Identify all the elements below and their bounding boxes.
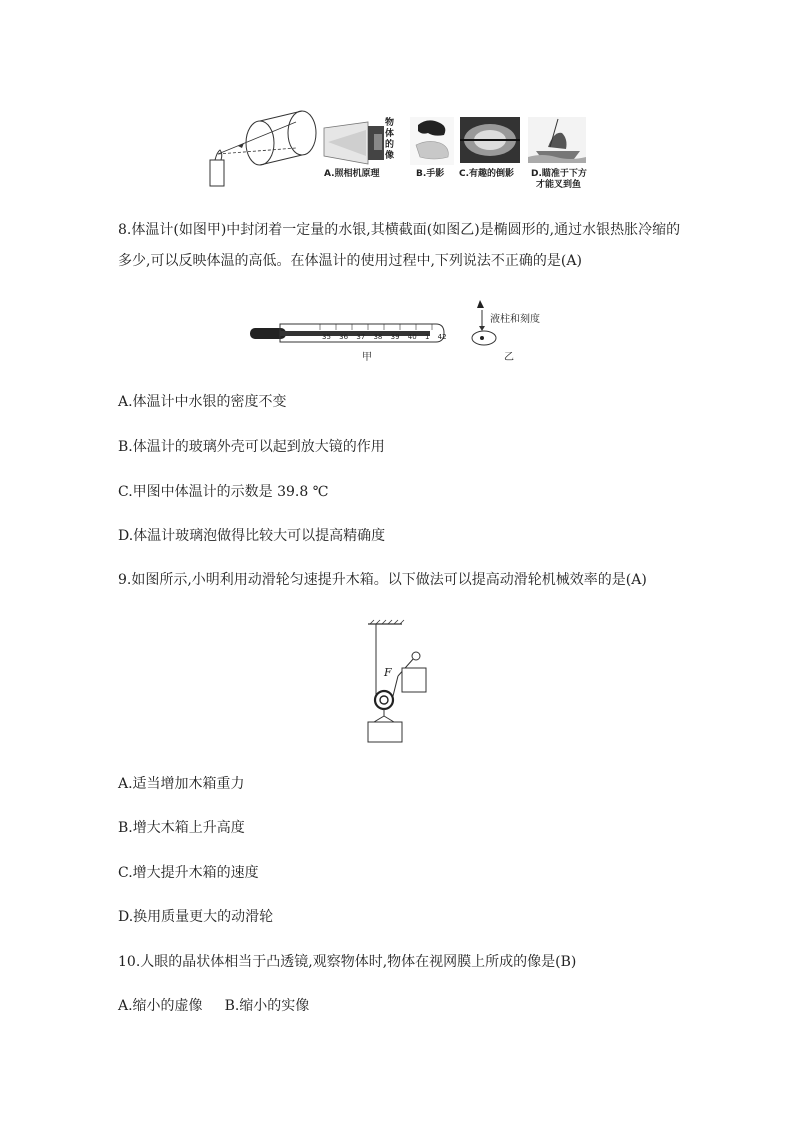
reflection-photo <box>460 117 520 163</box>
q8-option-d: D.体温计玻璃泡做得比较大可以提高精确度 <box>118 528 386 544</box>
q8-option-c: C.甲图中体温计的示数是 39.8 ℃ <box>118 484 329 500</box>
tick-41: 1 <box>424 333 430 341</box>
q9-option-b: B.增大木箱上升高度 <box>118 820 245 836</box>
caption-b: B.手影 <box>416 169 445 179</box>
camera-principle-photo <box>322 120 394 166</box>
hand-shadow-photo <box>410 117 454 165</box>
force-label-f: F <box>384 666 392 679</box>
q8-stem-line1: 8.体温计(如图甲)中封闭着一定量的水银,其横截面(如图乙)是椭圆形的,通过水银热胀冷缩的 <box>118 222 681 238</box>
tick-40: 40 <box>407 333 417 341</box>
caption-c: C.有趣的倒影 <box>459 169 515 179</box>
tick-42: 42 <box>437 333 447 341</box>
q8-stem-line2: 多少,可以反映体温的高低。在体温计的使用过程中,下列说法不正确的是(A) <box>118 253 582 269</box>
q10-option-b: B.缩小的实像 <box>224 998 310 1014</box>
figure-label-jia: 甲 <box>362 352 372 363</box>
q10-options-row <box>118 996 309 1016</box>
tick-36: 36 <box>339 333 349 341</box>
q9-option-a: A.适当增加木箱重力 <box>118 776 245 792</box>
cross-section-annotation: 液柱和刻度 <box>490 314 540 325</box>
tick-35: 35 <box>322 333 331 341</box>
q8-option-b: B.体温计的玻璃外壳可以起到放大镜的作用 <box>118 439 385 455</box>
q9-option-c: C.增大提升木箱的速度 <box>118 865 259 881</box>
q10-option-a: A.缩小的虚像 <box>118 998 203 1014</box>
caption-d-line2: 才能叉到鱼 <box>536 180 582 190</box>
q8-option-a: A.体温计中水银的密度不变 <box>118 394 287 410</box>
caption-a: A.照相机原理 <box>324 169 380 179</box>
q10-stem: 10.人眼的晶状体相当于凸透镜,观察物体时,物体在视网膜上所成的像是(B) <box>118 954 577 970</box>
tick-37: 37 <box>356 333 366 341</box>
thermometer-scale-labels <box>322 332 447 342</box>
fish-spear-photo <box>528 117 586 163</box>
caption-d-line1: D.瞄准于下方 <box>531 169 587 179</box>
q9-stem: 9.如图所示,小明利用动滑轮匀速提升木箱。以下做法可以提高动滑轮机械效率的是(A) <box>118 572 647 588</box>
tick-38: 38 <box>373 333 383 341</box>
optics-cylinder-figure <box>200 108 330 188</box>
figure-label-yi: 乙 <box>504 352 514 363</box>
tick-39: 39 <box>390 333 400 341</box>
movable-pulley-figure <box>364 620 434 744</box>
photo-image-label: 物体的像 <box>385 118 395 161</box>
q9-option-d: D.换用质量更大的动滑轮 <box>118 909 274 925</box>
